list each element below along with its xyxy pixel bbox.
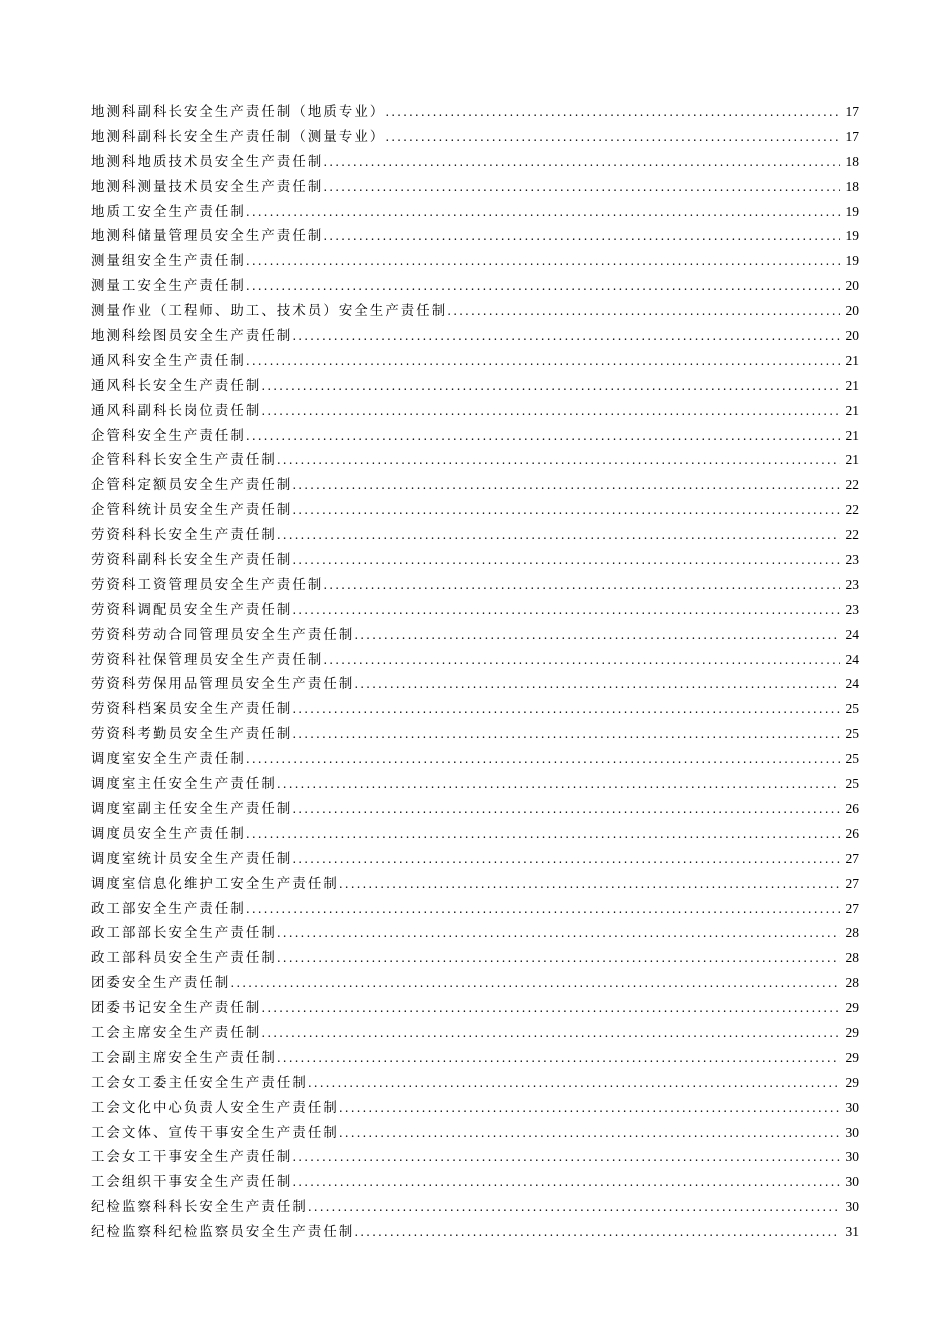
toc-entry[interactable] xyxy=(91,722,859,747)
toc-entry-title: 工会组织干事安全生产责任制 xyxy=(91,1175,293,1191)
toc-entry-title: 纪检监察科纪检监察员安全生产责任制 xyxy=(91,1225,355,1241)
toc-entry-title: 地测科副科长安全生产责任制（地质专业） xyxy=(91,105,386,120)
toc-dot-leader xyxy=(261,996,840,1021)
toc-dot-leader xyxy=(339,872,840,897)
toc-entry-title: 通风科副科长岗位责任制 xyxy=(91,403,262,419)
toc-entry-page-number: 23 xyxy=(845,576,859,592)
toc-entry-title: 调度室信息化维护工安全生产责任制 xyxy=(91,876,339,892)
toc-dot-leader xyxy=(323,150,840,175)
toc-entry-title: 团委安全生产责任制 xyxy=(91,976,231,992)
toc-entry[interactable] xyxy=(91,847,859,872)
toc-entry[interactable] xyxy=(91,249,859,274)
toc-entry-title: 调度室副主任安全生产责任制 xyxy=(91,801,293,817)
toc-entry-title: 工会副主席安全生产责任制 xyxy=(91,1050,277,1066)
toc-entry-title: 调度室安全生产责任制 xyxy=(91,752,246,768)
toc-entry-page-number: 23 xyxy=(845,601,859,617)
toc-entry-page-number: 27 xyxy=(845,900,859,916)
toc-entry[interactable] xyxy=(91,100,859,125)
toc-entry-page-number: 17 xyxy=(845,104,859,119)
toc-dot-leader xyxy=(308,1195,840,1220)
toc-entry-page-number: 30 xyxy=(845,1199,859,1215)
toc-dot-leader xyxy=(447,299,840,324)
toc-entry-page-number: 30 xyxy=(845,1149,859,1165)
toc-entry[interactable] xyxy=(91,324,859,349)
toc-entry[interactable] xyxy=(91,946,859,971)
toc-entry[interactable] xyxy=(91,150,859,175)
toc-entry[interactable] xyxy=(91,424,859,449)
toc-entry-page-number: 20 xyxy=(845,303,859,319)
toc-entry-title: 测量工安全生产责任制 xyxy=(91,279,246,295)
toc-entry-page-number: 26 xyxy=(845,800,859,816)
toc-entry[interactable] xyxy=(91,349,859,374)
toc-dot-leader xyxy=(339,1121,840,1146)
toc-entry-page-number: 23 xyxy=(845,552,859,568)
toc-entry-title: 劳资科考勤员安全生产责任制 xyxy=(91,727,293,743)
toc-dot-leader xyxy=(292,847,840,872)
toc-entry-page-number: 25 xyxy=(845,726,859,742)
toc-entry[interactable] xyxy=(91,374,859,399)
toc-entry-page-number: 22 xyxy=(845,502,859,518)
toc-entry-title: 工会文化中心负责人安全生产责任制 xyxy=(91,1100,339,1116)
toc-entry-title: 劳资科调配员安全生产责任制 xyxy=(91,602,293,618)
toc-entry-title: 调度员安全生产责任制 xyxy=(91,826,246,842)
toc-entry[interactable] xyxy=(91,1170,859,1195)
toc-entry-title: 地测科绘图员安全生产责任制 xyxy=(91,329,293,345)
toc-dot-leader xyxy=(246,747,840,772)
toc-entry-page-number: 21 xyxy=(845,352,859,368)
toc-entry[interactable] xyxy=(91,448,859,473)
toc-entry-title: 地测科测量技术员安全生产责任制 xyxy=(91,179,324,195)
toc-entry-title: 通风科长安全生产责任制 xyxy=(91,378,262,394)
toc-dot-leader xyxy=(246,274,840,299)
toc-dot-leader xyxy=(292,473,840,498)
toc-entry-page-number: 29 xyxy=(845,1049,859,1065)
toc-entry-title: 工会主席安全生产责任制 xyxy=(91,1025,262,1041)
toc-entry-title: 政工部部长安全生产责任制 xyxy=(91,926,277,942)
toc-dot-leader xyxy=(277,772,840,797)
toc-entry-page-number: 18 xyxy=(845,178,859,194)
toc-entry-page-number: 22 xyxy=(845,477,859,493)
toc-dot-leader xyxy=(292,324,840,349)
toc-dot-leader xyxy=(246,349,840,374)
toc-dot-leader xyxy=(339,1096,840,1121)
toc-entry[interactable] xyxy=(91,200,859,225)
toc-entry-title: 团委书记安全生产责任制 xyxy=(91,1001,262,1017)
toc-entry[interactable] xyxy=(91,897,859,922)
toc-entry-title: 劳资科副科长安全生产责任制 xyxy=(91,553,293,569)
toc-dot-leader xyxy=(261,1021,840,1046)
toc-entry-title: 劳资科档案员安全生产责任制 xyxy=(91,702,293,718)
toc-entry-title: 工会女工干事安全生产责任制 xyxy=(91,1150,293,1166)
toc-dot-leader xyxy=(292,498,840,523)
toc-entry-page-number: 24 xyxy=(845,651,859,667)
toc-entry[interactable] xyxy=(91,1195,859,1220)
toc-entry-title: 地测科地质技术员安全生产责任制 xyxy=(91,154,324,170)
toc-entry-title: 地测科副科长安全生产责任制（测量专业） xyxy=(91,129,386,145)
toc-entry[interactable] xyxy=(91,1021,859,1046)
toc-entry-title: 通风科安全生产责任制 xyxy=(91,353,246,369)
toc-dot-leader xyxy=(246,822,840,847)
toc-entry[interactable] xyxy=(91,822,859,847)
toc-entry-title: 企管科定额员安全生产责任制 xyxy=(91,478,293,494)
toc-entry-title: 工会文体、宣传干事安全生产责任制 xyxy=(91,1125,339,1141)
toc-dot-leader xyxy=(292,722,840,747)
toc-dot-leader xyxy=(323,648,840,673)
toc-dot-leader xyxy=(246,200,840,225)
toc-dot-leader xyxy=(246,424,840,449)
toc-entry-title: 调度室统计员安全生产责任制 xyxy=(91,851,293,867)
toc-entry-page-number: 26 xyxy=(845,825,859,841)
toc-entry-page-number: 28 xyxy=(845,925,859,941)
toc-entry[interactable] xyxy=(91,125,859,150)
toc-entry-page-number: 31 xyxy=(845,1224,859,1240)
toc-dot-leader xyxy=(354,672,840,697)
toc-entry-page-number: 18 xyxy=(845,153,859,169)
toc-dot-leader xyxy=(292,1145,840,1170)
toc-dot-leader xyxy=(292,697,840,722)
toc-entry-page-number: 21 xyxy=(845,452,859,468)
toc-entry-page-number: 25 xyxy=(845,701,859,717)
toc-entry-page-number: 21 xyxy=(845,402,859,418)
toc-entry-title: 调度室主任安全生产责任制 xyxy=(91,777,277,793)
toc-entry[interactable] xyxy=(91,175,859,200)
toc-entry-title: 企管科统计员安全生产责任制 xyxy=(91,503,293,519)
toc-dot-leader xyxy=(277,946,840,971)
toc-entry[interactable] xyxy=(91,1220,859,1245)
toc-entry-title: 劳资科劳动合同管理员安全生产责任制 xyxy=(91,627,355,643)
toc-entry[interactable] xyxy=(91,747,859,772)
toc-entry-page-number: 17 xyxy=(845,128,859,144)
toc-entry[interactable] xyxy=(91,1145,859,1170)
toc-entry-title: 劳资科劳保用品管理员安全生产责任制 xyxy=(91,677,355,693)
toc-entry-page-number: 22 xyxy=(845,527,859,543)
toc-entry[interactable] xyxy=(91,1046,859,1071)
toc-dot-leader xyxy=(292,797,840,822)
toc-entry-page-number: 25 xyxy=(845,751,859,767)
toc-entry-page-number: 19 xyxy=(845,228,859,244)
toc-entry-page-number: 29 xyxy=(845,1024,859,1040)
toc-dot-leader xyxy=(261,399,840,424)
toc-entry-title: 地质工安全生产责任制 xyxy=(91,204,246,220)
toc-dot-leader xyxy=(323,175,840,200)
toc-entry[interactable] xyxy=(91,872,859,897)
toc-entry[interactable] xyxy=(91,224,859,249)
table-of-contents xyxy=(91,100,859,1245)
toc-entry[interactable] xyxy=(91,274,859,299)
toc-entry-page-number: 24 xyxy=(845,626,859,642)
toc-dot-leader xyxy=(323,224,840,249)
toc-entry-page-number: 27 xyxy=(845,875,859,891)
toc-dot-leader xyxy=(277,523,840,548)
toc-entry-title: 纪检监察科科长安全生产责任制 xyxy=(91,1200,308,1216)
toc-entry-page-number: 27 xyxy=(845,850,859,866)
toc-entry[interactable] xyxy=(91,1096,859,1121)
toc-entry[interactable] xyxy=(91,498,859,523)
toc-entry-title: 企管科科长安全生产责任制 xyxy=(91,453,277,469)
toc-dot-leader xyxy=(292,598,840,623)
toc-entry[interactable] xyxy=(91,473,859,498)
toc-entry-page-number: 20 xyxy=(845,328,859,344)
toc-entry-title: 测量组安全生产责任制 xyxy=(91,254,246,270)
toc-entry[interactable] xyxy=(91,299,859,324)
toc-entry-title: 企管科安全生产责任制 xyxy=(91,428,246,444)
toc-dot-leader xyxy=(277,921,840,946)
toc-entry[interactable] xyxy=(91,996,859,1021)
toc-dot-leader xyxy=(246,249,840,274)
toc-entry-page-number: 30 xyxy=(845,1174,859,1190)
toc-entry-title: 劳资科科长安全生产责任制 xyxy=(91,528,277,544)
toc-dot-leader xyxy=(308,1071,840,1096)
toc-entry-page-number: 19 xyxy=(845,253,859,269)
toc-dot-leader xyxy=(385,125,840,150)
toc-dot-leader xyxy=(292,548,840,573)
toc-dot-leader xyxy=(354,1220,840,1245)
toc-entry[interactable] xyxy=(91,697,859,722)
toc-entry-page-number: 29 xyxy=(845,1074,859,1090)
toc-entry-page-number: 19 xyxy=(845,203,859,219)
toc-dot-leader xyxy=(261,374,840,399)
toc-entry-title: 地测科储量管理员安全生产责任制 xyxy=(91,229,324,245)
toc-entry-page-number: 21 xyxy=(845,427,859,443)
toc-entry[interactable] xyxy=(91,648,859,673)
toc-entry-title: 劳资科社保管理员安全生产责任制 xyxy=(91,652,324,668)
toc-entry-page-number: 25 xyxy=(845,776,859,792)
toc-entry[interactable] xyxy=(91,573,859,598)
toc-entry-page-number: 30 xyxy=(845,1124,859,1140)
toc-dot-leader xyxy=(246,897,840,922)
toc-entry[interactable] xyxy=(91,1121,859,1146)
toc-entry[interactable] xyxy=(91,797,859,822)
toc-dot-leader xyxy=(277,448,840,473)
toc-entry-page-number: 24 xyxy=(845,676,859,692)
toc-entry[interactable] xyxy=(91,921,859,946)
toc-entry[interactable] xyxy=(91,623,859,648)
toc-entry-title: 政工部安全生产责任制 xyxy=(91,901,246,917)
toc-entry[interactable] xyxy=(91,523,859,548)
toc-dot-leader xyxy=(385,100,840,125)
toc-entry[interactable] xyxy=(91,399,859,424)
toc-entry-title: 政工部科员安全生产责任制 xyxy=(91,951,277,967)
toc-entry[interactable] xyxy=(91,548,859,573)
toc-entry-page-number: 21 xyxy=(845,377,859,393)
toc-entry-page-number: 28 xyxy=(845,950,859,966)
toc-entry[interactable] xyxy=(91,598,859,623)
toc-entry[interactable] xyxy=(91,1071,859,1096)
toc-entry-title: 劳资科工资管理员安全生产责任制 xyxy=(91,577,324,593)
toc-dot-leader xyxy=(323,573,840,598)
toc-entry-title: 工会女工委主任安全生产责任制 xyxy=(91,1075,308,1091)
toc-dot-leader xyxy=(277,1046,840,1071)
toc-dot-leader xyxy=(354,623,840,648)
toc-entry[interactable] xyxy=(91,772,859,797)
toc-entry-page-number: 30 xyxy=(845,1099,859,1115)
toc-entry-page-number: 20 xyxy=(845,278,859,294)
toc-entry-title: 测量作业（工程师、助工、技术员）安全生产责任制 xyxy=(91,304,448,320)
toc-entry[interactable] xyxy=(91,971,859,996)
toc-dot-leader xyxy=(230,971,840,996)
toc-entry-page-number: 29 xyxy=(845,1000,859,1016)
toc-dot-leader xyxy=(292,1170,840,1195)
toc-entry[interactable] xyxy=(91,672,859,697)
toc-entry-page-number: 28 xyxy=(845,975,859,991)
